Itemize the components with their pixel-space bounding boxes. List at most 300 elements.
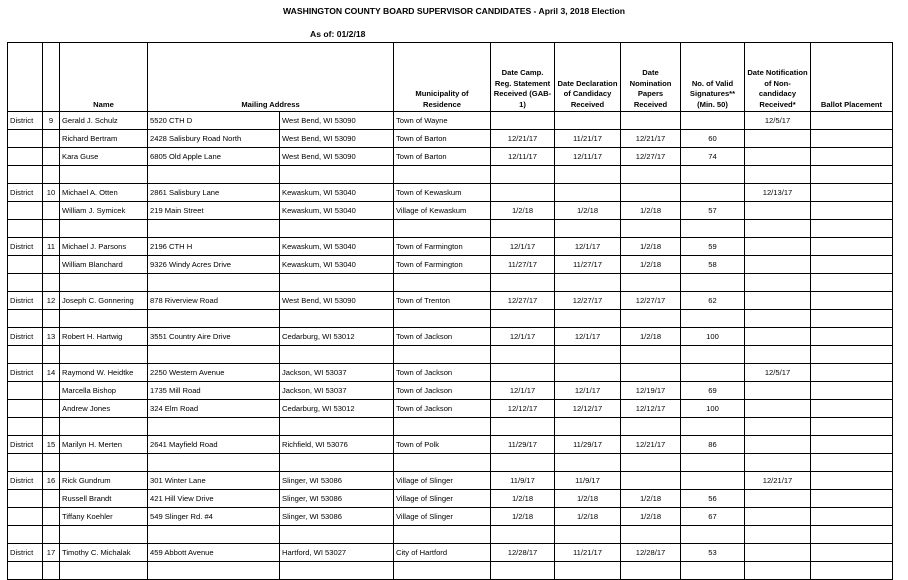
- camp-reg-date-cell: 12/1/17: [491, 328, 555, 346]
- signatures-cell: 100: [681, 328, 745, 346]
- city-state-zip-cell: Cedarburg, WI 53012: [280, 400, 394, 418]
- empty-cell: [60, 166, 148, 184]
- camp-reg-date-cell: 12/11/17: [491, 148, 555, 166]
- header-signatures: No. of Valid Signatures** (Min. 50): [681, 43, 745, 112]
- empty-cell: [60, 346, 148, 364]
- camp-reg-date-cell: [491, 112, 555, 130]
- empty-cell: [280, 562, 394, 580]
- empty-cell: [621, 346, 681, 364]
- signatures-cell: 59: [681, 238, 745, 256]
- candidate-name-cell: Rick Gundrum: [60, 472, 148, 490]
- empty-cell: [811, 562, 893, 580]
- municipality-cell: Town of Jackson: [394, 364, 491, 382]
- camp-reg-date-cell: 1/2/18: [491, 202, 555, 220]
- street-address-cell: 2428 Salisbury Road North: [148, 130, 280, 148]
- non-candidacy-date-cell: 12/13/17: [745, 184, 811, 202]
- signatures-cell: 86: [681, 436, 745, 454]
- district-number-cell: [43, 382, 60, 400]
- empty-cell: [621, 166, 681, 184]
- empty-cell: [280, 346, 394, 364]
- nomination-date-cell: 12/28/17: [621, 544, 681, 562]
- district-number-cell: [43, 148, 60, 166]
- empty-cell: [491, 220, 555, 238]
- empty-cell: [681, 220, 745, 238]
- separator-row: [8, 310, 893, 328]
- municipality-cell: Town of Jackson: [394, 400, 491, 418]
- municipality-cell: Village of Kewaskum: [394, 202, 491, 220]
- camp-reg-date-cell: 12/12/17: [491, 400, 555, 418]
- street-address-cell: 2861 Salisbury Lane: [148, 184, 280, 202]
- empty-cell: [621, 220, 681, 238]
- municipality-cell: City of Hartford: [394, 544, 491, 562]
- table-row: [8, 544, 893, 562]
- district-number-cell: [43, 508, 60, 526]
- candidate-name-cell: Richard Bertram: [60, 130, 148, 148]
- separator-row: [8, 166, 893, 184]
- district-number-cell: 17: [43, 544, 60, 562]
- empty-cell: [555, 454, 621, 472]
- empty-cell: [491, 418, 555, 436]
- empty-cell: [621, 526, 681, 544]
- empty-cell: [811, 220, 893, 238]
- district-number-cell: 9: [43, 112, 60, 130]
- separator-row: [8, 454, 893, 472]
- city-state-zip-cell: West Bend, WI 53090: [280, 148, 394, 166]
- district-cell: District: [8, 364, 43, 382]
- ballot-placement-cell: [811, 202, 893, 220]
- district-number-cell: [43, 256, 60, 274]
- empty-cell: [681, 310, 745, 328]
- document-title: WASHINGTON COUNTY BOARD SUPERVISOR CANDIDATES - April 3, 2018 Election: [283, 6, 625, 16]
- signatures-cell: [681, 364, 745, 382]
- table-row: [8, 256, 893, 274]
- ballot-placement-cell: [811, 256, 893, 274]
- empty-cell: [394, 166, 491, 184]
- empty-cell: [555, 418, 621, 436]
- camp-reg-date-cell: 1/2/18: [491, 490, 555, 508]
- separator-row: [8, 562, 893, 580]
- declaration-date-cell: 12/1/17: [555, 238, 621, 256]
- municipality-cell: Town of Barton: [394, 148, 491, 166]
- table-row: [8, 400, 893, 418]
- declaration-date-cell: [555, 112, 621, 130]
- district-number-cell: 16: [43, 472, 60, 490]
- empty-cell: [745, 274, 811, 292]
- nomination-date-cell: 1/2/18: [621, 238, 681, 256]
- empty-cell: [43, 274, 60, 292]
- declaration-date-cell: 11/21/17: [555, 544, 621, 562]
- ballot-placement-cell: [811, 292, 893, 310]
- table-row: [8, 238, 893, 256]
- signatures-cell: 56: [681, 490, 745, 508]
- declaration-date-cell: 1/2/18: [555, 490, 621, 508]
- empty-cell: [745, 346, 811, 364]
- empty-cell: [8, 562, 43, 580]
- municipality-cell: Town of Jackson: [394, 328, 491, 346]
- empty-cell: [148, 562, 280, 580]
- signatures-cell: 58: [681, 256, 745, 274]
- city-state-zip-cell: Kewaskum, WI 53040: [280, 238, 394, 256]
- ballot-placement-cell: [811, 112, 893, 130]
- street-address-cell: 2250 Western Avenue: [148, 364, 280, 382]
- district-number-cell: [43, 202, 60, 220]
- camp-reg-date-cell: 12/1/17: [491, 238, 555, 256]
- nomination-date-cell: [621, 364, 681, 382]
- header-nomination: Date Nomination Papers Received: [621, 43, 681, 112]
- street-address-cell: 2641 Mayfield Road: [148, 436, 280, 454]
- declaration-date-cell: 11/21/17: [555, 130, 621, 148]
- district-cell: [8, 490, 43, 508]
- empty-cell: [491, 454, 555, 472]
- empty-cell: [8, 346, 43, 364]
- candidate-name-cell: William J. Symicek: [60, 202, 148, 220]
- empty-cell: [43, 310, 60, 328]
- district-number-cell: 13: [43, 328, 60, 346]
- street-address-cell: 6805 Old Apple Lane: [148, 148, 280, 166]
- signatures-cell: [681, 472, 745, 490]
- camp-reg-date-cell: 12/27/17: [491, 292, 555, 310]
- empty-cell: [491, 562, 555, 580]
- empty-cell: [811, 454, 893, 472]
- declaration-date-cell: [555, 364, 621, 382]
- empty-cell: [280, 220, 394, 238]
- header-row: [8, 43, 893, 112]
- district-cell: District: [8, 112, 43, 130]
- header-name: Name: [60, 43, 148, 112]
- district-cell: District: [8, 472, 43, 490]
- empty-cell: [8, 526, 43, 544]
- empty-cell: [60, 454, 148, 472]
- header-district: [8, 43, 43, 112]
- nomination-date-cell: 1/2/18: [621, 202, 681, 220]
- municipality-cell: Village of Slinger: [394, 472, 491, 490]
- candidates-table: [7, 42, 893, 580]
- district-number-cell: [43, 400, 60, 418]
- district-number-cell: 14: [43, 364, 60, 382]
- city-state-zip-cell: Jackson, WI 53037: [280, 382, 394, 400]
- empty-cell: [60, 418, 148, 436]
- candidate-name-cell: Michael A. Otten: [60, 184, 148, 202]
- empty-cell: [60, 526, 148, 544]
- table-row: [8, 436, 893, 454]
- municipality-cell: Town of Polk: [394, 436, 491, 454]
- street-address-cell: 549 Slinger Rd. #4: [148, 508, 280, 526]
- empty-cell: [8, 274, 43, 292]
- district-cell: [8, 508, 43, 526]
- empty-cell: [8, 454, 43, 472]
- signatures-cell: [681, 112, 745, 130]
- street-address-cell: 5520 CTH D: [148, 112, 280, 130]
- camp-reg-date-cell: 12/1/17: [491, 382, 555, 400]
- street-address-cell: 324 Elm Road: [148, 400, 280, 418]
- empty-cell: [8, 418, 43, 436]
- empty-cell: [745, 166, 811, 184]
- district-cell: District: [8, 328, 43, 346]
- separator-row: [8, 346, 893, 364]
- candidate-name-cell: Kara Guse: [60, 148, 148, 166]
- non-candidacy-date-cell: [745, 130, 811, 148]
- empty-cell: [280, 310, 394, 328]
- candidate-name-cell: William Blanchard: [60, 256, 148, 274]
- candidate-name-cell: Joseph C. Gonnering: [60, 292, 148, 310]
- candidate-name-cell: Marcella Bishop: [60, 382, 148, 400]
- ballot-placement-cell: [811, 544, 893, 562]
- nomination-date-cell: [621, 184, 681, 202]
- empty-cell: [8, 220, 43, 238]
- header-municipality: Municipality of Residence: [394, 43, 491, 112]
- signatures-cell: 69: [681, 382, 745, 400]
- empty-cell: [745, 454, 811, 472]
- empty-cell: [394, 562, 491, 580]
- municipality-cell: Town of Wayne: [394, 112, 491, 130]
- ballot-placement-cell: [811, 328, 893, 346]
- separator-row: [8, 274, 893, 292]
- empty-cell: [811, 526, 893, 544]
- district-number-cell: 12: [43, 292, 60, 310]
- district-cell: [8, 256, 43, 274]
- city-state-zip-cell: West Bend, WI 53090: [280, 112, 394, 130]
- municipality-cell: Town of Farmington: [394, 238, 491, 256]
- empty-cell: [491, 274, 555, 292]
- street-address-cell: 3551 Country Aire Drive: [148, 328, 280, 346]
- header-declaration: Date Declaration of Candidacy Received: [555, 43, 621, 112]
- empty-cell: [60, 562, 148, 580]
- district-cell: District: [8, 292, 43, 310]
- district-number-cell: 15: [43, 436, 60, 454]
- city-state-zip-cell: West Bend, WI 53090: [280, 130, 394, 148]
- empty-cell: [60, 274, 148, 292]
- nomination-date-cell: 12/27/17: [621, 292, 681, 310]
- separator-row: [8, 526, 893, 544]
- empty-cell: [745, 526, 811, 544]
- candidates-table-body: [8, 112, 893, 580]
- table-row: [8, 112, 893, 130]
- empty-cell: [394, 274, 491, 292]
- street-address-cell: 878 Riverview Road: [148, 292, 280, 310]
- declaration-date-cell: 1/2/18: [555, 508, 621, 526]
- signatures-cell: 62: [681, 292, 745, 310]
- empty-cell: [148, 526, 280, 544]
- camp-reg-date-cell: 11/9/17: [491, 472, 555, 490]
- non-candidacy-date-cell: [745, 490, 811, 508]
- ballot-placement-cell: [811, 472, 893, 490]
- empty-cell: [555, 562, 621, 580]
- declaration-date-cell: [555, 184, 621, 202]
- empty-cell: [811, 310, 893, 328]
- table-row: [8, 184, 893, 202]
- empty-cell: [621, 562, 681, 580]
- candidate-name-cell: Andrew Jones: [60, 400, 148, 418]
- empty-cell: [811, 166, 893, 184]
- city-state-zip-cell: Kewaskum, WI 53040: [280, 202, 394, 220]
- street-address-cell: 301 Winter Lane: [148, 472, 280, 490]
- empty-cell: [491, 526, 555, 544]
- municipality-cell: Town of Trenton: [394, 292, 491, 310]
- city-state-zip-cell: Cedarburg, WI 53012: [280, 328, 394, 346]
- empty-cell: [8, 310, 43, 328]
- empty-cell: [43, 346, 60, 364]
- signatures-cell: [681, 184, 745, 202]
- table-row: [8, 148, 893, 166]
- street-address-cell: 459 Abbott Avenue: [148, 544, 280, 562]
- empty-cell: [681, 346, 745, 364]
- table-row: [8, 202, 893, 220]
- declaration-date-cell: 11/27/17: [555, 256, 621, 274]
- candidate-name-cell: Gerald J. Schulz: [60, 112, 148, 130]
- municipality-cell: Town of Kewaskum: [394, 184, 491, 202]
- ballot-placement-cell: [811, 364, 893, 382]
- district-cell: [8, 202, 43, 220]
- city-state-zip-cell: Hartford, WI 53027: [280, 544, 394, 562]
- camp-reg-date-cell: [491, 184, 555, 202]
- empty-cell: [555, 526, 621, 544]
- ballot-placement-cell: [811, 148, 893, 166]
- empty-cell: [394, 310, 491, 328]
- empty-cell: [394, 220, 491, 238]
- municipality-cell: Town of Jackson: [394, 382, 491, 400]
- empty-cell: [681, 418, 745, 436]
- nomination-date-cell: 12/19/17: [621, 382, 681, 400]
- street-address-cell: 1735 Mill Road: [148, 382, 280, 400]
- empty-cell: [681, 454, 745, 472]
- city-state-zip-cell: Kewaskum, WI 53040: [280, 184, 394, 202]
- empty-cell: [681, 274, 745, 292]
- separator-row: [8, 418, 893, 436]
- empty-cell: [811, 274, 893, 292]
- empty-cell: [811, 346, 893, 364]
- ballot-placement-cell: [811, 508, 893, 526]
- ballot-placement-cell: [811, 436, 893, 454]
- signatures-cell: 67: [681, 508, 745, 526]
- empty-cell: [148, 166, 280, 184]
- district-cell: [8, 382, 43, 400]
- empty-cell: [60, 310, 148, 328]
- header-non-candidacy: Date Notification of Non-candidacy Received*: [745, 43, 811, 112]
- empty-cell: [555, 274, 621, 292]
- empty-cell: [621, 454, 681, 472]
- non-candidacy-date-cell: [745, 292, 811, 310]
- district-cell: [8, 400, 43, 418]
- candidate-name-cell: Russell Brandt: [60, 490, 148, 508]
- district-number-cell: [43, 490, 60, 508]
- empty-cell: [60, 220, 148, 238]
- declaration-date-cell: 12/1/17: [555, 328, 621, 346]
- empty-cell: [148, 220, 280, 238]
- empty-cell: [148, 274, 280, 292]
- empty-cell: [43, 562, 60, 580]
- district-cell: District: [8, 544, 43, 562]
- declaration-date-cell: 12/1/17: [555, 382, 621, 400]
- empty-cell: [491, 346, 555, 364]
- district-cell: District: [8, 238, 43, 256]
- street-address-cell: 9326 Windy Acres Drive: [148, 256, 280, 274]
- city-state-zip-cell: Slinger, WI 53086: [280, 472, 394, 490]
- municipality-cell: Village of Slinger: [394, 508, 491, 526]
- empty-cell: [621, 310, 681, 328]
- city-state-zip-cell: Slinger, WI 53086: [280, 490, 394, 508]
- empty-cell: [148, 346, 280, 364]
- table-row: [8, 490, 893, 508]
- candidate-name-cell: Marilyn H. Merten: [60, 436, 148, 454]
- empty-cell: [43, 220, 60, 238]
- city-state-zip-cell: Slinger, WI 53086: [280, 508, 394, 526]
- nomination-date-cell: 1/2/18: [621, 508, 681, 526]
- empty-cell: [745, 220, 811, 238]
- municipality-cell: Village of Slinger: [394, 490, 491, 508]
- nomination-date-cell: 1/2/18: [621, 256, 681, 274]
- district-cell: District: [8, 436, 43, 454]
- camp-reg-date-cell: 1/2/18: [491, 508, 555, 526]
- empty-cell: [280, 274, 394, 292]
- signatures-cell: 60: [681, 130, 745, 148]
- ballot-placement-cell: [811, 184, 893, 202]
- declaration-date-cell: 11/9/17: [555, 472, 621, 490]
- separator-row: [8, 220, 893, 238]
- table-row: [8, 328, 893, 346]
- table-row: [8, 130, 893, 148]
- city-state-zip-cell: Jackson, WI 53037: [280, 364, 394, 382]
- non-candidacy-date-cell: [745, 382, 811, 400]
- street-address-cell: 421 Hill View Drive: [148, 490, 280, 508]
- candidate-name-cell: Timothy C. Michalak: [60, 544, 148, 562]
- nomination-date-cell: [621, 472, 681, 490]
- empty-cell: [811, 418, 893, 436]
- ballot-placement-cell: [811, 238, 893, 256]
- empty-cell: [148, 418, 280, 436]
- nomination-date-cell: 12/12/17: [621, 400, 681, 418]
- non-candidacy-date-cell: [745, 400, 811, 418]
- empty-cell: [394, 526, 491, 544]
- non-candidacy-date-cell: [745, 436, 811, 454]
- non-candidacy-date-cell: 12/5/17: [745, 112, 811, 130]
- city-state-zip-cell: West Bend, WI 53090: [280, 292, 394, 310]
- empty-cell: [745, 310, 811, 328]
- empty-cell: [43, 418, 60, 436]
- district-cell: District: [8, 184, 43, 202]
- nomination-date-cell: 12/27/17: [621, 148, 681, 166]
- empty-cell: [43, 526, 60, 544]
- nomination-date-cell: 1/2/18: [621, 490, 681, 508]
- nomination-date-cell: 1/2/18: [621, 328, 681, 346]
- header-ballot-placement: Ballot Placement: [811, 43, 893, 112]
- empty-cell: [491, 166, 555, 184]
- district-number-cell: [43, 130, 60, 148]
- empty-cell: [148, 310, 280, 328]
- empty-cell: [8, 166, 43, 184]
- table-row: [8, 382, 893, 400]
- empty-cell: [280, 166, 394, 184]
- empty-cell: [555, 166, 621, 184]
- signatures-cell: 74: [681, 148, 745, 166]
- table-row: [8, 508, 893, 526]
- non-candidacy-date-cell: [745, 508, 811, 526]
- candidate-name-cell: Robert H. Hartwig: [60, 328, 148, 346]
- ballot-placement-cell: [811, 130, 893, 148]
- table-row: [8, 292, 893, 310]
- camp-reg-date-cell: 12/21/17: [491, 130, 555, 148]
- camp-reg-date-cell: 11/29/17: [491, 436, 555, 454]
- declaration-date-cell: 1/2/18: [555, 202, 621, 220]
- municipality-cell: Town of Barton: [394, 130, 491, 148]
- empty-cell: [43, 454, 60, 472]
- signatures-cell: 57: [681, 202, 745, 220]
- empty-cell: [148, 454, 280, 472]
- header-number: [43, 43, 60, 112]
- empty-cell: [555, 220, 621, 238]
- signatures-cell: 53: [681, 544, 745, 562]
- district-cell: [8, 148, 43, 166]
- declaration-date-cell: 12/27/17: [555, 292, 621, 310]
